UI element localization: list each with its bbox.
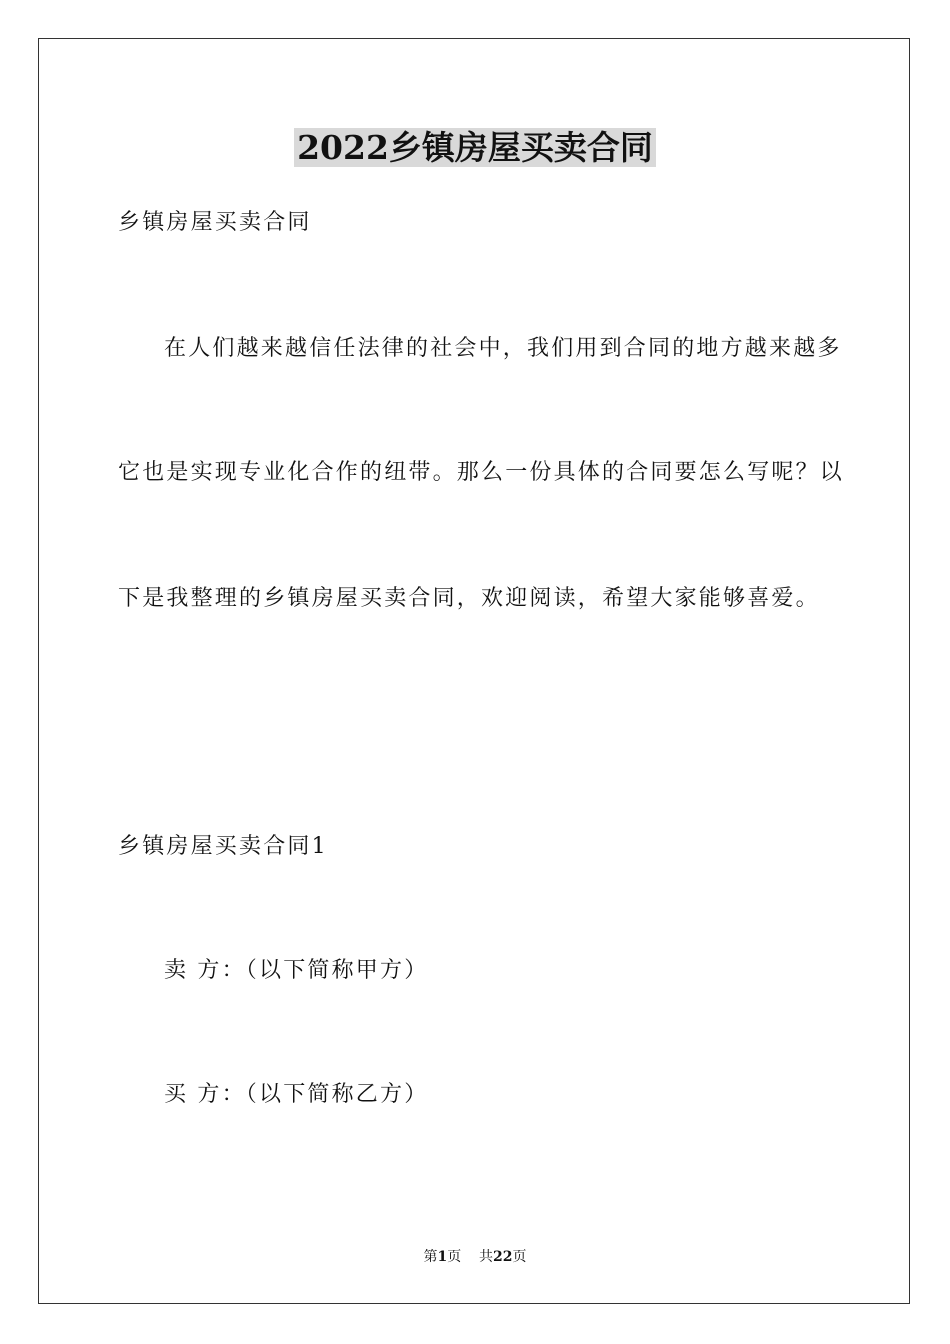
footer-page-number: 1: [437, 1249, 448, 1265]
seller-line: 卖 方：（以下简称甲方）: [164, 958, 429, 983]
section-heading: 乡镇房屋买卖合同1: [118, 834, 328, 859]
subtitle-line: 乡镇房屋买卖合同: [118, 210, 312, 235]
paragraph-line-2: 它也是实现专业化合作的纽带。那么一份具体的合同要怎么写呢？以: [118, 460, 845, 485]
document-title-text: 2022乡镇房屋买卖合同: [294, 128, 656, 167]
footer-page-prefix: 第: [423, 1249, 438, 1265]
footer-total-prefix: 共: [479, 1249, 494, 1265]
footer-total-suffix: 页: [512, 1249, 527, 1265]
footer-page-suffix: 页: [447, 1249, 462, 1265]
paragraph-line-1: 在人们越来越信任法律的社会中，我们用到合同的地方越来越多: [164, 336, 842, 361]
document-title: [0, 128, 950, 168]
buyer-line: 买 方：（以下简称乙方）: [164, 1082, 429, 1107]
footer-total-pages: 22: [493, 1249, 513, 1265]
paragraph-line-3: 下是我整理的乡镇房屋买卖合同，欢迎阅读，希望大家能够喜爱。: [118, 586, 820, 611]
page-footer: [0, 1248, 950, 1266]
